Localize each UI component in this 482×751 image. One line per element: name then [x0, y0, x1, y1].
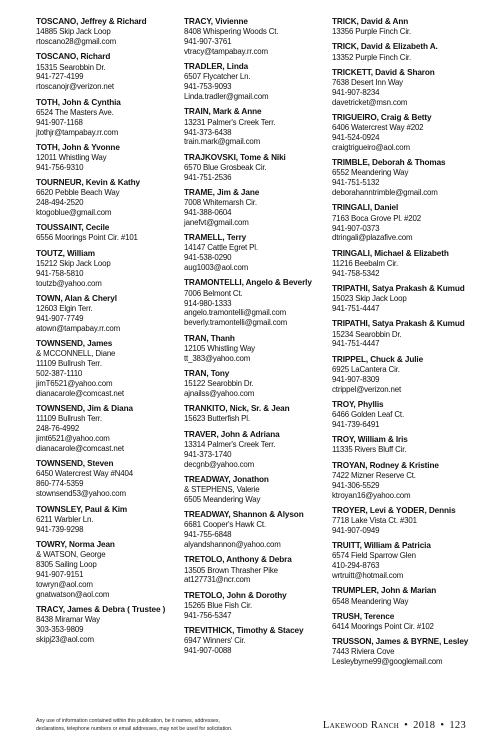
folio [323, 720, 466, 731]
directory-entry [332, 68, 474, 108]
entry-name: TRUITT, William & Patricia [332, 541, 431, 551]
entry-name: TRANKITO, Nick, Sr. & Jean [184, 404, 290, 414]
entry-detail-line: 941-751-5132 [332, 178, 380, 188]
entry-detail-line: jimT6521@yahoo.com [36, 379, 113, 389]
directory-entry [332, 400, 474, 430]
directory-column-1 [36, 17, 178, 650]
entry-detail-line: jtothjr@tampabay.rr.com [36, 127, 119, 137]
entry-name: TRAJKOVSKI, Tome & Niki [184, 152, 286, 162]
entry-detail-line: tt_383@yahoo.com [184, 353, 251, 363]
entry-name: TRADLER, Linda [184, 62, 249, 72]
directory-entry [332, 586, 474, 606]
entry-detail-line: janefvt@gmail.com [184, 217, 249, 227]
entry-detail-line: Linda.tradler@gmail.com [184, 92, 269, 102]
entry-detail-line: 410-294-8763 [332, 561, 380, 571]
directory-entry [184, 334, 326, 364]
entry-detail-line: 11109 Bullrush Terr. [36, 414, 102, 424]
directory-entry [184, 591, 326, 621]
directory-entry [332, 637, 474, 667]
entry-detail-line: jimt6521@yahoo.com [36, 434, 110, 444]
entry-name: TOWNSEND, James [36, 339, 113, 349]
entry-name: TOWN, Alan & Cheryl [36, 293, 117, 303]
entry-detail-line: 7006 Belmont Ct. [184, 288, 243, 298]
entry-detail-line: 941-907-1168 [36, 117, 83, 127]
entry-name: TRAMONTELLI, Angelo & Beverly [184, 278, 312, 288]
entry-detail-line: 941-524-0924 [332, 133, 380, 143]
directory-entry [184, 233, 326, 273]
entry-detail-line: 6570 Blue Grosbeak Cir. [184, 162, 267, 172]
page-number: 123 [449, 720, 466, 731]
directory-entry [184, 278, 326, 328]
entry-name: TOURNEUR, Kevin & Kathy [36, 178, 141, 188]
entry-detail-line: 6466 Golden Leaf Ct. [332, 410, 405, 420]
entry-name: TOWNSEND, Steven [36, 459, 114, 469]
entry-detail-line: 15265 Blue Fish Cir. [184, 600, 253, 610]
entry-detail-line: angelo.tramontelli@gmail.com [184, 308, 287, 318]
entry-name: TREVITHICK, Timothy & Stacey [184, 625, 304, 635]
entry-name: TOTH, John & Cynthia [36, 97, 121, 107]
entry-detail-line: 12011 Whistling Way [36, 152, 107, 162]
entry-detail-line: at127731@ncr.com [184, 575, 251, 585]
entry-detail-line: 941-739-9298 [36, 524, 84, 534]
entry-name: TOSCANO, Jeffrey & Richard [36, 17, 147, 26]
entry-detail-line: 941-306-5529 [332, 480, 380, 490]
entry-detail-line: 13352 Purple Finch Cir. [332, 52, 412, 62]
bullet-separator: • [440, 720, 445, 731]
entry-detail-line: 941-373-6438 [184, 127, 232, 137]
entry-detail-line: 941-907-0088 [184, 646, 232, 656]
entry-name: TROY, Phyllis [332, 399, 384, 409]
entry-detail-line: ktogoblue@gmail.com [36, 208, 112, 218]
entry-detail-line: 7718 Lake Vista Ct. #301 [332, 515, 417, 525]
entry-detail-line: toutzb@yahoo.com [36, 278, 102, 288]
directory-entry [332, 319, 474, 349]
entry-detail-line: 860-774-5359 [36, 479, 84, 489]
directory-entry [36, 505, 178, 535]
directory-entry [36, 540, 178, 600]
entry-detail-line: 15023 Skip Jack Loop [332, 294, 407, 304]
entry-name: TREADWAY, Jonathon [184, 474, 269, 484]
entry-detail-line: decgnb@yahoo.com [184, 459, 255, 469]
entry-detail-line: deborahanntrimble@gmail.com [332, 188, 438, 198]
entry-name: TOWNSEND, Jim & Diana [36, 404, 133, 414]
entry-detail-line: wrtruitt@hotmail.com [332, 571, 404, 581]
entry-name: TROYAN, Rodney & Kristine [332, 460, 439, 470]
entry-name: TROYER, Levi & YODER, Dennis [332, 505, 456, 515]
entry-detail-line: 941-373-1740 [184, 449, 232, 459]
directory-entry [332, 541, 474, 581]
entry-detail-line: rtoscanojr@verizon.net [36, 82, 114, 92]
directory-entry [332, 612, 474, 632]
directory-entry [36, 223, 178, 243]
entry-name: TOUTZ, William [36, 248, 95, 258]
entry-detail-line: 941-739-6491 [332, 419, 380, 429]
entry-name: TRIPATHI, Satya Prakash & Kumud [332, 284, 465, 293]
entry-detail-line: 13356 Purple Finch Cir. [332, 27, 412, 37]
directory-entry [36, 143, 178, 173]
entry-name: TRIPPEL, Chuck & Julie [332, 354, 424, 364]
entry-detail-line: 941-907-7749 [36, 314, 84, 324]
entry-detail-line: 941-907-3761 [184, 37, 232, 47]
directory-entry [36, 294, 178, 334]
disclaimer [36, 717, 294, 734]
entry-detail-line: 6620 Pebble Beach Way [36, 188, 120, 198]
entry-detail-line: 6505 Meandering Way [184, 494, 261, 504]
entry-name: TRAN, Tony [184, 368, 230, 378]
directory-entry [332, 113, 474, 153]
directory-entry [332, 203, 474, 243]
entry-detail-line: davetricket@msn.com [332, 97, 408, 107]
directory-entry [36, 17, 178, 47]
entry-detail-line: skipj23@aol.com [36, 634, 94, 644]
entry-name: TOTH, John & Yvonne [36, 142, 120, 152]
entry-name: TRIMBLE, Deborah & Thomas [332, 158, 446, 168]
directory-entry [184, 404, 326, 424]
directory-column-2 [184, 17, 326, 661]
entry-name: TOWNSLEY, Paul & Kim [36, 504, 128, 514]
entry-detail-line: 941-758-5342 [332, 268, 380, 278]
disclaimer-line: declarations, telephone numbers or email addresses, may not be used for solicitation. [36, 726, 233, 733]
entry-detail-line: vtracy@tampabay.rr.com [184, 47, 268, 57]
entry-detail-line: 941-756-9310 [36, 162, 84, 172]
entry-name: TROY, William & Iris [332, 435, 408, 445]
entry-detail-line: 6548 Meandering Way [332, 596, 409, 606]
entry-name: TRAVER, John & Adriana [184, 429, 280, 439]
entry-detail-line: 6681 Cooper's Hawk Ct. [184, 520, 266, 530]
entry-detail-line: beverly.tramontelli@gmail.com [184, 318, 288, 328]
page-footer [36, 717, 466, 745]
directory-entry [184, 510, 326, 550]
entry-detail-line: 941-751-4447 [332, 339, 380, 349]
entry-detail-line: 6406 Watercrest Way #202 [332, 123, 424, 133]
entry-name: TRETOLO, Anthony & Debra [184, 555, 292, 565]
entry-detail-line: 941-907-9151 [36, 569, 84, 579]
directory-entry [332, 42, 474, 62]
directory-entry [332, 158, 474, 198]
entry-detail-line: 941-907-0373 [332, 223, 380, 233]
entry-detail-line: 941-758-5810 [36, 268, 84, 278]
entry-detail-line: 7638 Desert Inn Way [332, 78, 403, 88]
entry-detail-line: 941-727-4199 [36, 72, 84, 82]
entry-detail-line: 15122 Searobbin Dr. [184, 379, 254, 389]
directory-entry [36, 52, 178, 92]
entry-detail-line: dianacarole@comcast.net [36, 444, 124, 454]
entry-detail-line: 15315 Searobbin Dr. [36, 62, 106, 72]
directory-entry [184, 153, 326, 183]
entry-detail-line: 914-980-1333 [184, 298, 232, 308]
directory-entry [184, 430, 326, 470]
entry-detail-line: atown@tampabay.rr.com [36, 323, 121, 333]
directory-entry [332, 461, 474, 501]
entry-name: TRIGUEIRO, Craig & Betty [332, 113, 432, 123]
entry-detail-line: 941-751-2536 [184, 172, 232, 182]
disclaimer-line: Any use of information contained within this publication, be it names, addresses, [36, 718, 220, 724]
directory-entry [184, 62, 326, 102]
entry-detail-line: 15623 Butterfish Pl. [184, 414, 250, 424]
entry-detail-line: 6947 Winners' Cir. [184, 636, 246, 646]
entry-detail-line: ktroyan16@yahoo.com [332, 490, 411, 500]
entry-detail-line: 7163 Boca Grove Pl. #202 [332, 213, 421, 223]
directory-entry [184, 188, 326, 228]
entry-name: TRUSSON, James & BYRNE, Lesley [332, 637, 469, 647]
directory-entry [36, 605, 178, 645]
entry-name: TRAIN, Mark & Anne [184, 107, 262, 117]
entry-detail-line: 248-494-2520 [36, 198, 84, 208]
entry-detail-line: 941-538-0290 [184, 253, 232, 263]
publication-year: 2018 [413, 720, 436, 731]
directory-entry [36, 459, 178, 499]
entry-detail-line: craigtrigueiro@aol.com [332, 143, 410, 153]
entry-detail-line: 6507 Flycatcher Ln. [184, 72, 251, 82]
entry-detail-line: 6450 Watercrest Way #N404 [36, 469, 133, 479]
entry-name: TRAN, Thanh [184, 333, 235, 343]
directory-entry [184, 17, 326, 57]
entry-detail-line: 6524 The Masters Ave. [36, 107, 114, 117]
entry-detail-line: 15212 Skip Jack Loop [36, 258, 111, 268]
directory-entry [332, 249, 474, 279]
entry-detail-line: 941-755-6848 [184, 530, 232, 540]
directory-entry [184, 626, 326, 656]
entry-detail-line: 941-907-8309 [332, 374, 380, 384]
entry-detail-line: 7443 Riviera Cove [332, 647, 395, 657]
entry-detail-line: stownsend53@yahoo.com [36, 489, 126, 499]
entry-detail-line: ctrippel@verizon.net [332, 384, 402, 394]
entry-detail-line: 941-753-9093 [184, 82, 232, 92]
entry-name: TRACY, James & Debra ( Trustee ) [36, 604, 166, 614]
entry-detail-line: 941-751-4447 [332, 304, 380, 314]
entry-detail-line: 941-756-5347 [184, 610, 232, 620]
entry-detail-line: & STEPHENS, Valerie [184, 484, 260, 494]
entry-detail-line: 11335 Rivers Bluff Cir. [332, 445, 407, 455]
entry-detail-line: 13505 Brown Thrasher Pike [184, 565, 278, 575]
entry-detail-line: 6552 Meandering Way [332, 168, 409, 178]
entry-detail-line: Lesleybyrne99@googlemail.com [332, 657, 443, 667]
directory-entry [184, 475, 326, 505]
publication-name: Lakewood Ranch [322, 720, 400, 731]
entry-name: TRUSH, Terence [332, 611, 395, 621]
entry-detail-line: & WATSON, George [36, 550, 106, 560]
directory-entry [332, 284, 474, 314]
entry-detail-line: alyandshannon@yahoo.com [184, 540, 281, 550]
entry-name: TOSCANO, Richard [36, 52, 111, 62]
entry-detail-line: 941-907-0949 [332, 525, 380, 535]
directory-entry [36, 339, 178, 399]
entry-detail-line: 7008 Whitemarsh Cir. [184, 198, 257, 208]
directory-entry [332, 17, 474, 37]
entry-detail-line: 8408 Whispering Woods Ct. [184, 27, 279, 37]
directory-entry [36, 178, 178, 218]
directory-entry [36, 404, 178, 454]
entry-detail-line: 12603 Elgin Terr. [36, 304, 93, 314]
directory-entry [332, 435, 474, 455]
entry-detail-line: 11216 Beebalm Cir. [332, 258, 399, 268]
entry-detail-line: rtoscano28@gmail.com [36, 37, 117, 47]
entry-detail-line: 15234 Searobbin Dr. [332, 329, 402, 339]
entry-name: TRAMELL, Terry [184, 233, 247, 243]
entry-detail-line: 8438 Miramar Way [36, 615, 100, 625]
entry-detail-line: gnatwatson@aol.com [36, 589, 110, 599]
bullet-separator: • [404, 720, 409, 731]
entry-name: TRINGALI, Michael & Elizabeth [332, 248, 449, 258]
entry-detail-line: 13231 Palmer's Creek Terr. [184, 117, 276, 127]
entry-detail-line: 14147 Cattle Egret Pl. [184, 243, 258, 253]
entry-detail-line: & MCCONNELL, Diane [36, 349, 116, 359]
directory-entry [184, 369, 326, 399]
directory-entry [36, 98, 178, 138]
directory-entry [332, 355, 474, 395]
entry-name: TRIPATHI, Satya Prakash & Kumud [332, 319, 465, 329]
entry-detail-line: 11109 Bullrush Terr. [36, 359, 102, 369]
entry-detail-line: train.mark@gmail.com [184, 137, 261, 147]
entry-name: TRICK, David & Elizabeth A. [332, 42, 438, 52]
entry-detail-line: dtringali@plazafive.com [332, 233, 413, 243]
entry-name: TRETOLO, John & Dorothy [184, 590, 287, 600]
entry-detail-line: 6414 Moorings Point Cir. #102 [332, 621, 434, 631]
directory-entry [332, 506, 474, 536]
entry-name: TOUSSAINT, Cecile [36, 223, 110, 233]
directory-columns [36, 17, 469, 707]
entry-name: TREADWAY, Shannon & Alyson [184, 510, 304, 520]
entry-detail-line: 6574 Field Sparrow Glen [332, 551, 416, 561]
entry-detail-line: aug1003@aol.com [184, 263, 249, 273]
directory-entry [36, 249, 178, 289]
entry-detail-line: 6211 Warbler Ln. [36, 514, 94, 524]
directory-entry [184, 555, 326, 585]
entry-detail-line: 13314 Palmer's Creek Terr. [184, 439, 276, 449]
entry-detail-line: 941-388-0604 [184, 208, 232, 218]
entry-detail-line: ajnailss@yahoo.com [184, 388, 255, 398]
entry-name: TRUMPLER, John & Marian [332, 586, 437, 596]
entry-detail-line: 303-353-9809 [36, 624, 84, 634]
entry-detail-line: 6925 LaCantera Cir. [332, 364, 400, 374]
entry-name: TRINGALI, Daniel [332, 203, 399, 213]
directory-entry [184, 107, 326, 147]
entry-detail-line: dianacarole@comcast.net [36, 388, 124, 398]
entry-detail-line: towryn@aol.com [36, 579, 93, 589]
entry-name: TRAME, Jim & Jane [184, 187, 260, 197]
entry-detail-line: 941-907-8234 [332, 87, 380, 97]
entry-detail-line: 14885 Skip Jack Loop [36, 27, 111, 37]
entry-detail-line: 502-387-1110 [36, 369, 83, 379]
entry-detail-line: 8305 Sailing Loop [36, 559, 97, 569]
entry-name: TRICK, David & Ann [332, 17, 409, 26]
entry-detail-line: 248-76-4992 [36, 424, 80, 434]
directory-column-3 [332, 17, 474, 672]
entry-detail-line: 12105 Whistling Way [184, 343, 255, 353]
entry-name: TOWRY, Norma Jean [36, 539, 115, 549]
entry-name: TRICKETT, David & Sharon [332, 67, 435, 77]
entry-detail-line: 6556 Moorings Point Cir. #101 [36, 233, 138, 243]
entry-detail-line: 7422 Mizner Reserve Ct. [332, 470, 416, 480]
entry-name: TRACY, Vivienne [184, 17, 248, 26]
